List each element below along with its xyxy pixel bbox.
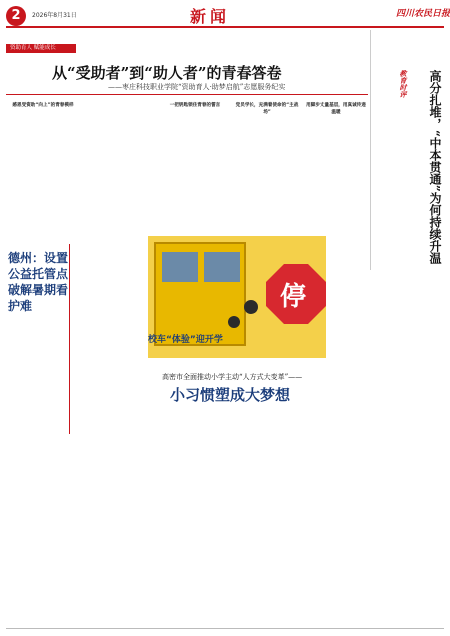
lower-story-subtitle: 高密市全面推动小学主动“人方式大变革”—— xyxy=(162,373,303,381)
stop-sign-text: 停 xyxy=(280,282,307,312)
lower-body-column-2 xyxy=(224,404,296,626)
child-head xyxy=(228,316,240,328)
header-rule xyxy=(6,26,444,28)
body-column-1 xyxy=(6,100,80,240)
section-title: 新闻 xyxy=(190,7,231,26)
rail-divider xyxy=(370,30,371,270)
subhead-4: 用脚步丈量基层，用真诚传递温暖 xyxy=(306,103,366,115)
school-bus xyxy=(154,242,246,346)
page-number: 2 xyxy=(6,6,26,26)
commentary-body-narrow xyxy=(374,40,396,270)
photo-caption: 校车“体验”迎开学 xyxy=(148,335,223,345)
subhead-2: 一把钥匙锁住青春的誓言 xyxy=(169,103,221,108)
child-head xyxy=(244,300,258,314)
commentary-body xyxy=(374,272,444,626)
masthead-logo: 四川农民日报 xyxy=(396,9,450,19)
left-story-headline: 德州：设置公益托管点破解暑期看护难 xyxy=(8,251,69,313)
footer-rule xyxy=(6,628,444,629)
main-headline: 从“受助者”到“助人者”的青春答卷 xyxy=(52,64,282,82)
title-rule xyxy=(6,94,368,95)
body-column-4 xyxy=(234,100,300,230)
left-story-body xyxy=(76,246,144,626)
body-column-2 xyxy=(84,100,156,240)
body-column-3 xyxy=(160,100,230,230)
issue-date: 2026年8月31日 xyxy=(32,12,77,19)
lower-story-headline: 小习惯塑成大梦想 xyxy=(170,386,291,404)
lower-body-column-1 xyxy=(148,404,220,626)
column-tag: 资助育人 赋能成长 xyxy=(6,44,76,53)
subhead-1: 感恩受资助“向上”的青春模样 xyxy=(12,103,74,108)
left-story-body-lower xyxy=(6,440,74,626)
commentary-headline: 高分扎堆，“中本贯通”为何持续升温 xyxy=(428,70,442,264)
commentary-badge: 教育时评 xyxy=(399,70,408,98)
lower-body-column-3 xyxy=(300,404,370,626)
subhead-3: 党员学长，充满着使命的“主战场” xyxy=(235,103,299,115)
main-subheadline: ——枣庄科技职业学院“资助育人·助梦启航”志愿服务纪实 xyxy=(108,83,286,91)
body-column-5 xyxy=(304,100,368,230)
